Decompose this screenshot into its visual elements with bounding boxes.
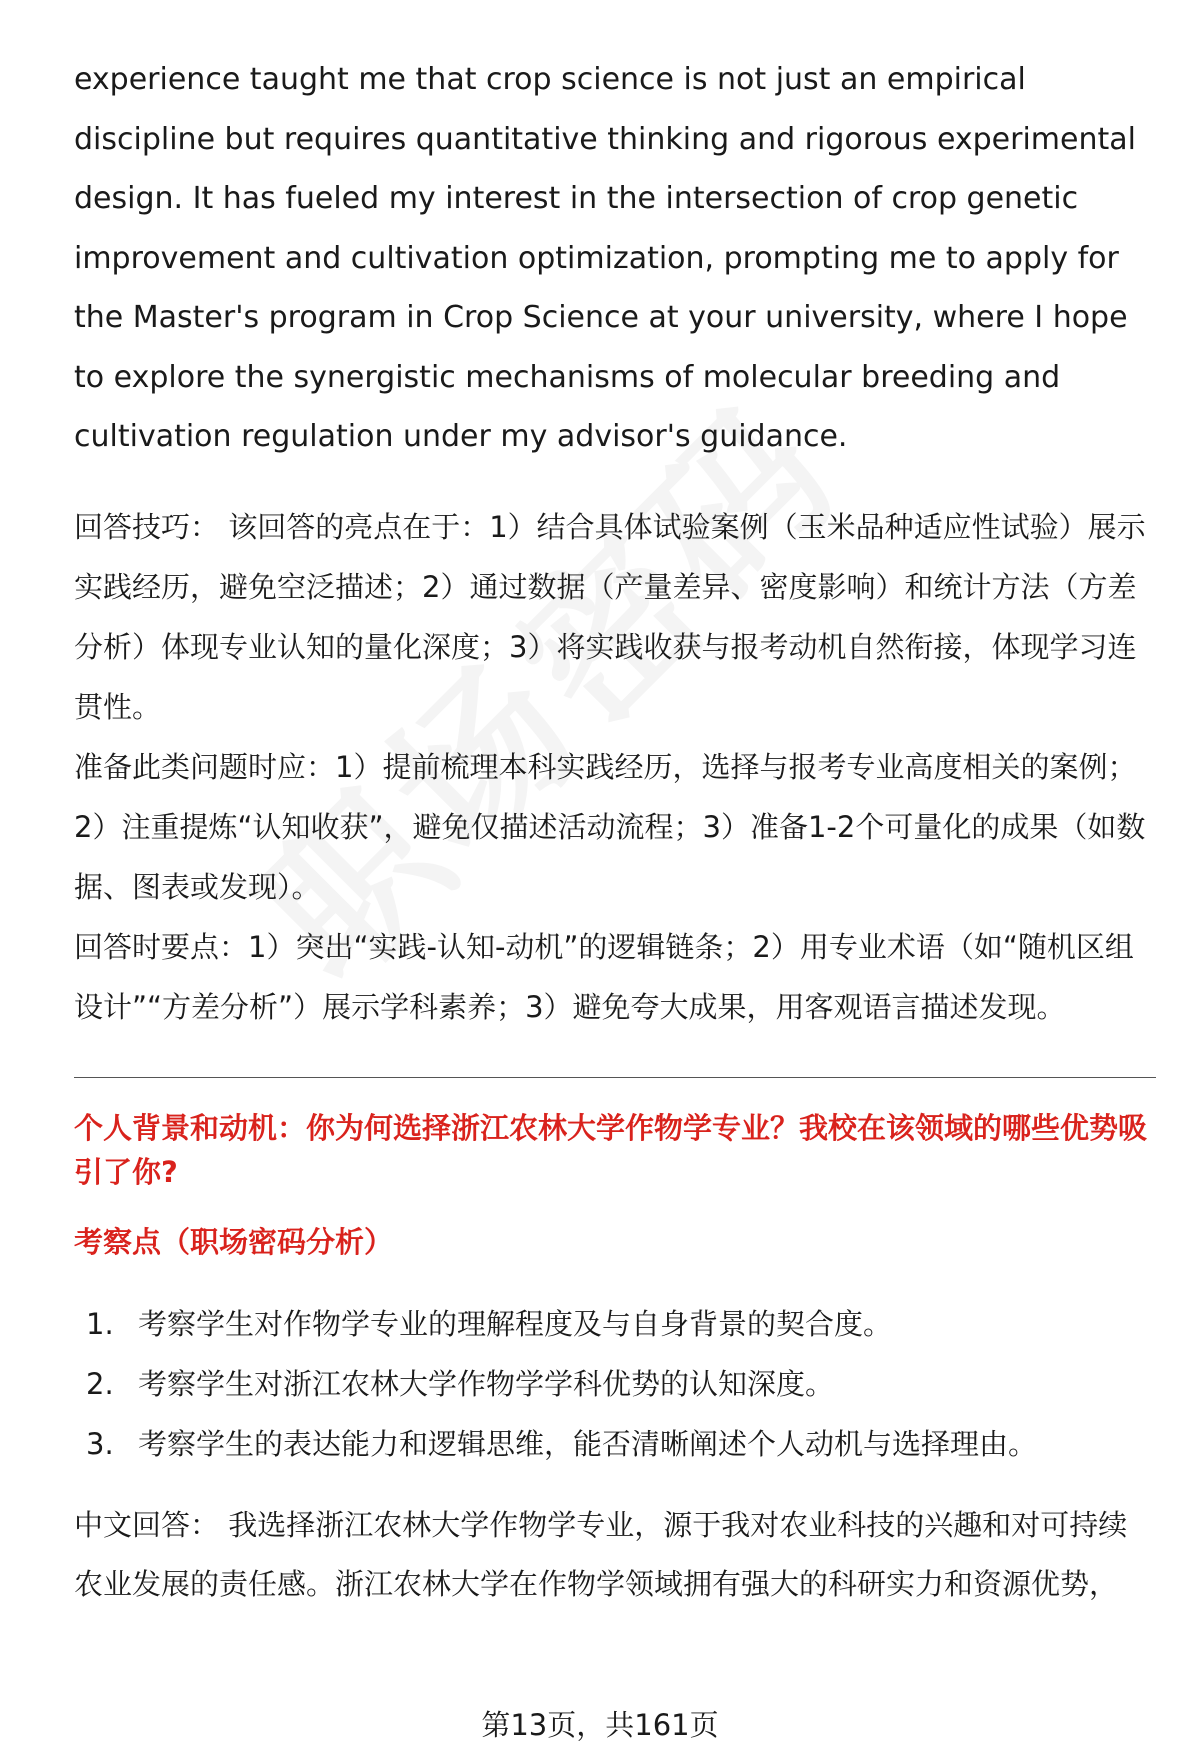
tips-paragraph-preparation: 准备此类问题时应：1）提前梳理本科实践经历，选择与报考专业高度相关的案例；2）注重提炼“认知收获”，避免仅描述活动流程；3）准备1-2个可量化的成果（如数据、图表或发现）。 [74, 749, 1146, 904]
page-number: 第13页，共161页 [481, 1708, 719, 1742]
tips-paragraph-key-points: 回答时要点：1）突出“实践-认知-动机”的逻辑链条；2）用专业术语（如“随机区组设计”“方差分析”）展示学科素养；3）避免夸大成果，用客观语言描述发现。 [74, 929, 1134, 1024]
document-page [74, 50, 1156, 1614]
list-item [74, 1414, 1156, 1474]
list-item-number: 3. [86, 1426, 114, 1461]
answer-tips-section [74, 497, 1156, 1037]
question-heading: 个人背景和动机：你为何选择浙江农林大学作物学专业？我校在该领域的哪些优势吸引了你? [74, 1110, 1148, 1189]
list-item [74, 1294, 1156, 1354]
section-divider [74, 1077, 1156, 1078]
list-item-number: 1. [86, 1306, 114, 1341]
list-item-text: 考察学生对浙江农林大学作物学学科优势的认知深度。 [138, 1366, 835, 1401]
list-item-number: 2. [86, 1366, 114, 1401]
analysis-heading: 考察点（职场密码分析） [74, 1224, 394, 1259]
list-item-text: 考察学生的表达能力和逻辑思维，能否清晰阐述个人动机与选择理由。 [138, 1426, 1038, 1461]
english-answer-paragraph: experience taught me that crop science is not just an empirical discipline but requires quantitative thinking and rigorous experimental design. It has fueled my interest in the intersection of crop genetic improvement and cultivation optimization, prompting me to apply for the Master's program in Crop Science at your university, where I hope to explore the synergistic mechanisms of molecular breeding and cultivation regulation under my advisor's guidance. [74, 62, 1136, 454]
list-item-text: 考察学生对作物学专业的理解程度及与自身背景的契合度。 [138, 1306, 893, 1341]
chinese-answer-paragraph: 中文回答： 我选择浙江农林大学作物学专业，源于我对农业科技的兴趣和对可持续农业发展的责任感。浙江农林大学在作物学领域拥有强大的科研实力和资源优势， [74, 1507, 1128, 1601]
chinese-answer-section [74, 1496, 1156, 1614]
tips-paragraph-technique: 回答技巧： 该回答的亮点在于：1）结合具体试验案例（玉米品种适应性试验）展示实践经历，避免空泛描述；2）通过数据（产量差异、密度影响）和统计方法（方差分析）体现专业认知的量化深度；3）将实践收获与报考动机自然衔接，体现学习连贯性。 [74, 509, 1146, 724]
assessment-points-list [74, 1294, 1156, 1474]
list-item [74, 1354, 1156, 1414]
